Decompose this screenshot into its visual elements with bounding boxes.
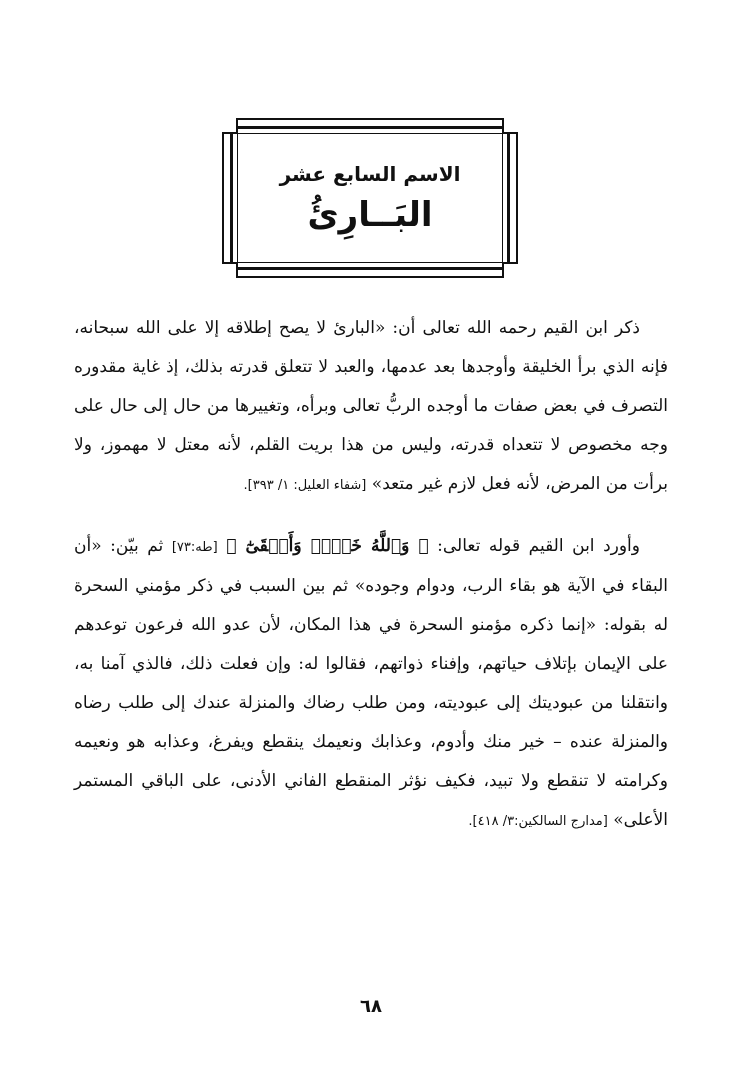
- chapter-title-inner: [244, 140, 496, 256]
- quran-verse: ﴿ وَٱللَّهُ خَيۡرٞ وَأَبۡقَىٰٓ ﴾: [226, 536, 429, 556]
- paragraph-1: [74, 309, 668, 505]
- paragraph-2-intro: وأورد ابن القيم قوله تعالى:: [437, 536, 640, 556]
- frame-corner: [502, 118, 518, 134]
- frame-corner: [222, 262, 238, 278]
- frame-corner: [222, 118, 238, 134]
- paragraph-2: [74, 527, 668, 841]
- page-number: ٦٨: [360, 996, 382, 1017]
- chapter-subtitle: الاسم السابع عشر: [279, 162, 461, 186]
- paragraph-1-text: ذكر ابن القيم رحمه الله تعالى أن: «البارئ لا يصح إطلاقه إلا على الله سبحانه، فإنه الذي برأ الخليقة وأوجدها بعد عدمها، والعبد لا تتعلق قدرته بذلك، إذ غاية مقدوره التصرف في بعض صفات ما أوجده الربُّ تعالى وبرأه، وتغييرها من حال إلى حال على وجه مخصوص لا تتعداه قدرته، وليس من هذا بريت القلم، لأنه معتل لا مهموز، ولا برأت من المرض، لأنه فعل لازم غير متعد»: [74, 318, 668, 494]
- chapter-title: البَــارِئُ: [307, 195, 433, 235]
- chapter-title-frame: [222, 118, 518, 278]
- verse-reference: [طه:٧٣]: [171, 540, 218, 555]
- paragraph-2-citation: [مدارج السالكين:٣/ ٤١٨].: [468, 814, 608, 829]
- paragraph-2-text: ثم بيّن: «أن البقاء في الآية هو بقاء الرب، ودوام وجوده» ثم بين السبب في ذكر مؤمني السحرة له بقوله: «إنما ذكره مؤمنو السحرة في هذا المكان، لأن عدو الله فرعون توعدهم على الإيمان بإتلاف حياتهم، وإفناء ذواتهم، فقالوا له: وإن فعلت ذلك، فالذي آمنا به، وانتقلنا من عبوديتك إلى عبوديته، ومن طلب رضاك والمنزلة عندك إلى طلب رضاه والمنزلة عنده – خير منك وأدوم، وعذابك ونعيمك ينقطع ويفرغ، وعذابه هو ونعيمه وكرامته لا تنقطع ولا تبيد، فكيف نؤثر المنقطع الفاني الأدنى، على الباقي المستمر الأعلى»: [74, 536, 668, 830]
- paragraph-1-citation: [شفاء العليل: ١/ ٣٩٣].: [243, 478, 367, 493]
- frame-corner: [502, 262, 518, 278]
